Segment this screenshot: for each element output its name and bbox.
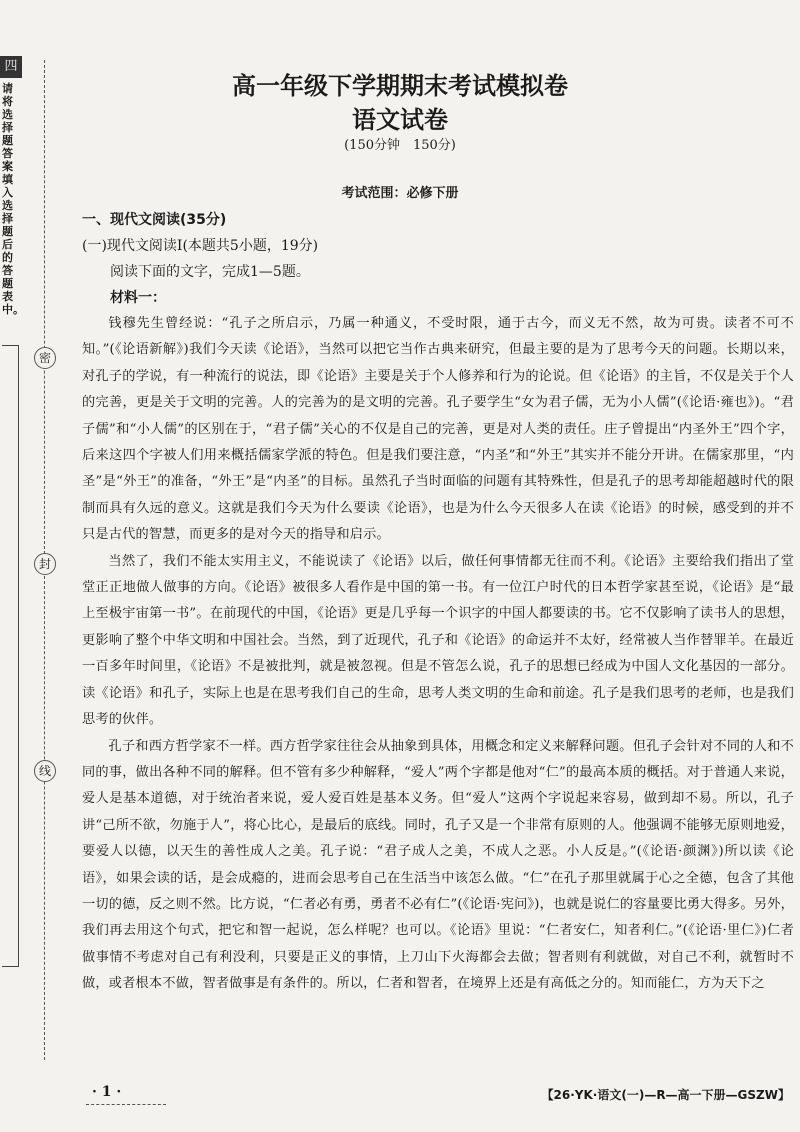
page-number-underline — [86, 1104, 166, 1105]
seal-xian: 线 — [34, 760, 56, 782]
section-heading: 一、现代文阅读(35分) — [82, 212, 227, 228]
paragraph: 孔子和西方哲学家不一样。西方哲学家往往会从抽象到具体，用概念和定义来解释问题。但孔子会针对不同的人和不同的事，做出各种不同的解释。但不管有多少种解释，“爱人”两个字都是他对“仁”的最高本质的概括。对于普通人来说，爱人是基本道德，对于统治者来说，爱人爱百姓是基本义务。但“爱人”这两个字说起来容易，做到却不易。所以，孔子讲“己所不欲，勿施于人”，将心比心，是最后的底线。同时，孔子又是一个非常有原则的人。他强调不能够无原则地爱，要爱人以德，以天生的善性成人之美。孔子说：“君子成人之美，不成人之恶。小人反是。”(《论语·颜渊》)所以读《论语》，如果会读的话，是会成瘾的，进而会思考自己在生活当中该怎么做。“仁”在孔子那里就属于心之全德，包含了其他一切的德，反之则不然。比方说，“仁者必有勇，勇者不必有仁”(《论语·宪问》)，也就是说仁的容量要比勇大得多。另外，我们再去用这个句式，把它和智一起说，怎么样呢？也可以。《论语》里说：“仁者安仁，知者利仁。”(《论语·里仁》)仁者做事情不考虑对自己有利没利，只要是正义的事情，上刀山下火海都会去做；智者则有利就做，对自己不利，就暂时不做，或者根本不做，智者做事是有条件的。所以，仁者和智者，在境界上还是有高低之分的。知而能仁，方为天下之 — [82, 738, 794, 992]
paragraph: 当然了，我们不能太实用主义，不能说读了《论语》以后，做任何事情都无往而不利。《论语》主要给我们指出了堂堂正正地做人做事的方向。《论语》被很多人看作是中国的第一书。有一位江户时代的日本哲学家甚至说，《论语》是“最上至极宇宙第一书”。在前现代的中国，《论语》更是几乎每一个识字的中国人都要读的书。它不仅影响了读书人的思想，更影响了整个中华文明和中国社会。当然，到了近现代，孔子和《论语》的命运并不太好，经常被人当作替罪羊。在最近一百多年时间里，《论语》不是被批判，就是被忽视。但是不管怎么说，孔子的思想已经成为中国人文化基因的一部分。读《论语》和孔子，实际上也是在思考我们自己的生命，思考人类文明的生命和前途。孔子是我们思考的老师，也是我们思考的伙伴。 — [82, 553, 794, 728]
instruction: 阅读下面的文字，完成1—5题。 — [110, 264, 310, 280]
seal-mi: 密 — [34, 347, 56, 369]
material-label: 材料一： — [110, 290, 166, 306]
exam-scope: 考试范围：必修下册 — [341, 186, 459, 201]
exam-subtitle: 语文试卷 — [352, 106, 448, 134]
answer-notice: 请将选择题答案填入选择题后的答题表中。 — [2, 82, 24, 316]
binding-margin — [0, 0, 58, 1132]
page-number: · 1 · — [92, 1084, 122, 1100]
exam-body — [82, 207, 794, 998]
paper-code: 【26·YK·语文(一)—R—高一下册—GSZW】 — [541, 1088, 790, 1102]
exam-duration: (150分钟 150分) — [344, 138, 456, 153]
section-badge: 四 — [0, 56, 22, 78]
binding-box — [2, 345, 19, 967]
sub-heading: (一)现代文阅读Ⅰ(本题共5小题，19分) — [82, 238, 319, 254]
paragraph: 钱穆先生曾经说：“孔子之所启示，乃属一种通义，不受时限，通于古今，而义无不然，故为可贵。读者不可不知。”(《论语新解》)我们今天读《论语》，当然可以把它当作古典来研究，但最主要的是为了思考今天的问题。长期以来，对孔子的学说，有一种流行的说法，即《论语》主要是关于个人修养和行为的论说。但《论语》的主旨，不仅是关于个人的完善，更是关于文明的完善。人的完善为的是文明的完善。孔子要学生“女为君子儒，无为小人儒”(《论语·雍也》)。“君子儒”和“小人儒”的区别在于，“君子儒”关心的不仅是自己的完善，更是对人类的责任。庄子曾提出“内圣外王”四个字，后来这四个字被人们用来概括儒家学派的特色。但是我们要注意，“内圣”和“外王”其实并不能分开讲。在儒家那里，“内圣”是“外王”的准备，“外王”是“内圣”的目标。虽然孔子当时面临的问题有其特殊性，但是孔子的思考却能超越时代的限制而具有久远的意义。这就是我们今天为什么要读《论语》，也是为什么今天很多人在读《论语》的时候，感受到的并不只是古代的智慧，而更多的是对今天的指导和启示。 — [82, 316, 794, 543]
exam-title: 高一年级下学期期末考试模拟卷 — [232, 72, 568, 100]
seal-feng: 封 — [34, 553, 56, 575]
